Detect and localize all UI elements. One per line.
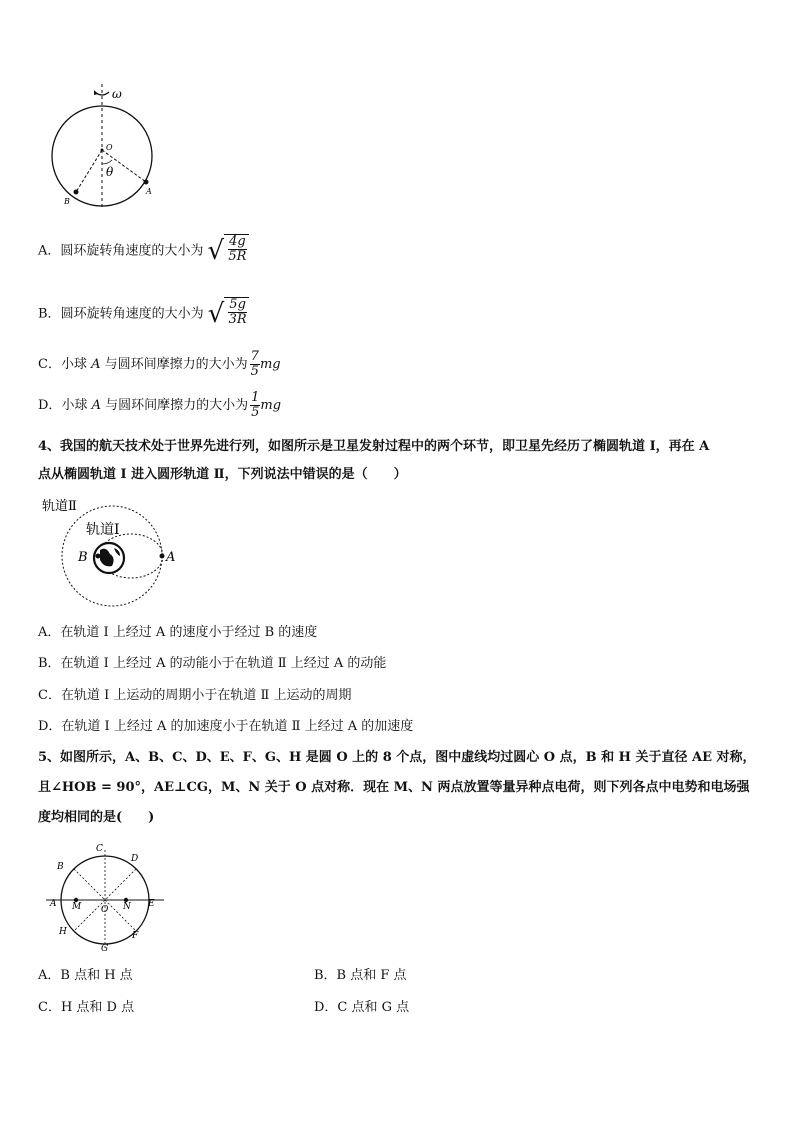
point-a-label: A (50, 899, 57, 909)
q5-option-c: C．H 点和 D 点 (38, 1000, 135, 1015)
q4-stem-line1: 4、我国的航天技术处于世界先进行列，如图所示是卫星发射过程中的两个环节，即卫星先经历了椭圆轨道 I，再在 A (38, 439, 710, 454)
q5-stem-line3: 度均相同的是( ) (38, 810, 155, 825)
point-a-label: A (146, 187, 152, 196)
point-f-label: F (132, 931, 139, 941)
point-d-label: D (131, 854, 139, 864)
theta-label: θ (106, 165, 114, 179)
q4-option-b: B．在轨道 I 上经过 A 的动能小于在轨道 Ⅱ 上经过 A 的动能 (38, 656, 387, 671)
point-e-label: E (148, 899, 155, 909)
omega-label: ω (112, 87, 122, 101)
q5-stem-line2: 且∠HOB = 90°，AE⊥CG，M、N 关于 O 点对称．现在 M、N 两点放置等量异种点电荷，则下列各点中电势和电场强 (38, 780, 750, 795)
sqrt-expression: √ $\frac{4g}{5R}$ (208, 234, 249, 268)
q4-option-a: A．在轨道 I 上经过 A 的速度小于经过 B 的速度 (38, 625, 318, 640)
circle-eight-points-figure (40, 838, 170, 953)
q5-option-b: B．B 点和 F 点 (314, 968, 407, 983)
point-h-label: H (59, 927, 67, 937)
sqrt-expression: √ $\frac{5g}{3R}$ (208, 297, 249, 331)
point-b-label: B (57, 862, 64, 872)
q5-option-a: A．B 点和 H 点 (38, 968, 133, 983)
point-b-label: B (78, 550, 88, 565)
q4-option-c: C．在轨道 I 上运动的周期小于在轨道 Ⅱ 上运动的周期 (38, 688, 352, 703)
orbit-figure (40, 494, 190, 614)
point-b-label: B (64, 197, 70, 206)
q4-stem-line2: 点从椭圆轨道 I 进入圆形轨道 Ⅱ，下列说法中错误的是（ ） (38, 467, 407, 482)
q3-option-b: B．圆环旋转角速度的大小为 √ $\frac{5g}{3R}$ (38, 297, 249, 331)
point-g-label: G (101, 944, 109, 953)
point-a-label: A (166, 550, 176, 565)
center-label: O (106, 143, 113, 152)
orbit1-label: 轨道Ⅰ (86, 522, 120, 538)
point-n-label: N (123, 902, 131, 912)
point-m-label: M (72, 902, 82, 912)
ring-rotation-figure (50, 80, 160, 210)
point-c-label: C (96, 844, 103, 854)
q4-option-d: D．在轨道 I 上经过 A 的加速度小于在轨道 Ⅱ 上经过 A 的加速度 (38, 719, 414, 734)
q5-option-d: D．C 点和 G 点 (314, 1000, 410, 1015)
q3-option-d: D．小球 A 与圆环间摩擦力的大小为 $\frac{1}{5}$ mg (38, 390, 282, 420)
q5-stem-line1: 5、如图所示，A、B、C、D、E、F、G、H 是圆 O 上的 8 个点，图中虚线均过圆心 O 点，B 和 H 关于直径 AE 对称， (38, 750, 756, 765)
q3-option-c: C．小球 A 与圆环间摩擦力的大小为 $\frac{7}{5}$ mg (38, 349, 281, 379)
orbit2-label: 轨道Ⅱ (42, 499, 77, 514)
q3-option-a: A．圆环旋转角速度的大小为 √ $\frac{4g}{5R}$ (38, 234, 249, 268)
point-o-label: O (101, 905, 109, 915)
